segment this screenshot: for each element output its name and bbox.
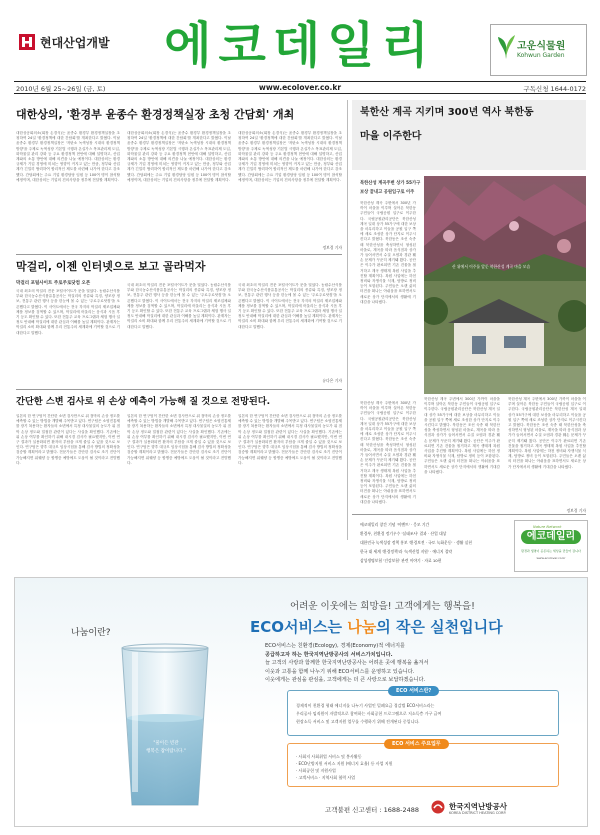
right-ad-sub: Kohwun Garden bbox=[517, 52, 565, 59]
ecodaily-slogan: 환경과 생명이 공존하는 세상을 만들어 갑니다 bbox=[521, 549, 581, 553]
article4-subhead-1: 북한산성 계곡주변 상가 55가구 bbox=[360, 181, 421, 186]
notice-item[interactable]: 대한민국 녹색성장 정책 홍보 '환경보전 · 국토 녹화운동' · 생활 실천 bbox=[360, 540, 472, 545]
ad-box-1-line2: 우리공사 임직원이 자발적으로 참여하는 사회공헌 프로그램으로 저소득층 가구 급여 bbox=[296, 711, 442, 716]
article3-col1: 일본의 한 연구팀이 간단한 소변 검사만으로 위 점막의 손상 정도를 예측할 수 있는 방법을 개발해 주목받고 있다. 연구팀은 소염진통제를 장기 복용하는 환자들의 소변에서 특정 대사물질의 농도가 위 점막 손상 정도와 밀접한 관련이 있다는 사실을 확인했다. 기존에는 위 손상 여부를 확인하기 위해 내시경 검사가 필요했지만, 이번 연구 결과가 실용화되면 환자의 부담을 크게 줄일 수 있을 것으로 보인다. 연구팀은 향후 대규모 임상시험을 통해 검사 방법의 정확성을 검증할 계획이라고 밝혔다. 전문가들은 간단한 검사로 조기 진단이 가능해지면 위궤양 등 합병증 예방에도 도움이 될 것이라고 전망했다. bbox=[16, 414, 120, 465]
ad-box-2-line4: · 고객서비스 · 지역사회 협력 사업 bbox=[296, 775, 356, 780]
ad-para bbox=[265, 642, 577, 685]
article1-col1: 대한상공회의소(회장 손경식)는 윤종수 환경부 환경정책실장을 초청하여 24일 '환경정책에 대한 간담회'를 개최한다고 밝혔다. 이날 윤종수 환경부 환경정책실장은 '저탄소 녹색성장 시대의 환경정책 방향'을 주제로 녹색성장 기본법 시행과 온실가스 목표관리제 도입, 화학물질 관리 강화 등 주요 환경정책 현안에 대해 설명하고, 산업계와의 소통 방안에 대해 의견을 나눌 예정이다. 대한상의는 환경 규제가 기업 경영에 미치는 영향이 커지고 있는 만큼, 정부와 산업계가 긴밀히 협력하여 합리적인 제도를 마련해 나가야 한다고 강조했다. 간담회에는 주요 기업 환경담당 임원 등 100여 명이 참석할 예정이며, 대한상의는 기업의 건의사항을 정부에 전달할 계획이다. bbox=[16, 131, 120, 182]
article4-byline: 정보경 기자 bbox=[566, 508, 586, 513]
glass-text-2: 행복은 잡이랍니다." bbox=[146, 749, 186, 754]
article2-headline[interactable]: 막걸리, 이젠 인터넷으로 보고 골라먹자 bbox=[16, 260, 206, 273]
article4-col2: 북한산성 계곡 주변에서 300년 가까이 마을을 이루며 살아온 북한동 주민들이 국립공원 입구로 이주한다. 국립공원관리공단은 북한산성 계곡 일대 상가 55가구에 대한 보상을 마무리하고 이들을 공원 입구 쪽에 새로 조성한 상가 단지로 이주시킨다고 밝혔다. 북한동은 조선 숙종 때 북한산성을 축성하면서 형성된 마을로, 계곡을 따라 음식점과 상가가 들어서면서 수질 오염과 경관 훼손 문제가 꾸준히 제기돼 왔다. 공단은 이주가 완료되면 기존 건물을 철거하고 계곡 생태계 복원 사업을 추진할 계획이다. 복원 사업에는 하천 정비와 자생식물 식재, 탐방로 정비 등이 포함된다. 주민들은 오랜 삶의 터전을 떠나는 아쉬움을 표하면서도 새로운 상가 단지에서의 생활에 기대감을 나타냈다. bbox=[424, 397, 500, 474]
ad-box-2-title: ECO 서비스 주요업무 bbox=[384, 739, 449, 749]
ad-headline-1: 어려운 이웃에는 희망을! 고객에게는 행복을! bbox=[290, 601, 475, 612]
ad-company-ko: 한국지역난방공사 bbox=[449, 802, 507, 811]
ad-para-3: 늘 고객의 사랑과 함께한 한국지역난방공사는 어려운 곳에 행복을 옮겨서 bbox=[265, 660, 429, 666]
article2-col2: 국내 최초의 막걸리 전문 포털사이트가 문을 열었다. 농림수산식품부와 한국농수산식품유통공사는 막걸리의 종류와 특징, 양조장 정보, 전통주 관련 행사 등을 한눈에 볼 수 있는 '주로주로닷컴'을 오픈했다고 밝혔다. 이 사이트에서는 전국 각지의 막걸리 제조업체와 제품 정보를 검색할 수 있으며, 막걸리에 어울리는 음식과 시음 후기 등도 확인할 수 있다. 또한 전통주 교육 프로그램과 체험 행사 일정도 안내해 막걸리에 대한 관심과 이해를 높일 계획이다. 관계자는 막걸리 소비 확대와 함께 우리 전통주의 세계화에 기여할 것으로 기대한다고 말했다. bbox=[127, 283, 231, 329]
right-ad[interactable] bbox=[490, 24, 587, 76]
article1-headline[interactable]: 대한상의, '환경부 윤종수 환경정책실장 초청 간담회' 개최 bbox=[16, 108, 295, 121]
ad-box-1-line3: 현장소득 서비스 및 고객지원 업무를 수행하기 위해 전개된다 중입니다. bbox=[296, 719, 420, 724]
article2-col1: 국내 최초의 막걸리 전문 포털사이트가 문을 열었다. 농림수산식품부와 한국농수산식품유통공사는 막걸리의 종류와 특징, 양조장 정보, 전통주 관련 행사 등을 한눈에 볼 수 있는 '주로주로닷컴'을 오픈했다고 밝혔다. 이 사이트에서는 전국 각지의 막걸리 제조업체와 제품 정보를 검색할 수 있으며, 막걸리에 어울리는 음식과 시음 후기 등도 확인할 수 있다. 또한 전통주 교육 프로그램과 체험 행사 일정도 안내해 막걸리에 대한 관심과 이해를 높일 계획이다. 관계자는 막걸리 소비 확대와 함께 우리 전통주의 세계화에 기여할 것으로 기대한다고 말했다. bbox=[16, 289, 120, 335]
garden-leaf-icon bbox=[495, 31, 517, 61]
ad-box-2-line1: · 사회저 사회취업 서비스 및 봉사활동 bbox=[296, 754, 362, 759]
article4-headline-2[interactable]: 마을 이주한다 bbox=[360, 131, 422, 142]
ad-box-1-title: ECO 서비스란? bbox=[388, 686, 439, 696]
ad-box-1-line1: 경제적이 친환경 형태 에너지를 나누기 사업인 밀폐요금 경감법 ECO서비스라는 bbox=[296, 703, 435, 708]
notice-item[interactable]: 삼성생명보험 '건강보험' 관련 이야기 · 자료 10편 bbox=[360, 558, 442, 563]
ad-box-2 bbox=[287, 743, 559, 787]
ad-box-1 bbox=[287, 690, 559, 736]
photo-caption: 산 위에서 이주를 앞둔 북한산성 계곡 마을 모습 bbox=[452, 264, 531, 269]
ad-headline-prefix: ECO서비스는 bbox=[250, 618, 348, 636]
ad-company-en: KOREA DISTRICT HEATING CORP. bbox=[449, 811, 507, 815]
article1-col2: 대한상공회의소(회장 손경식)는 윤종수 환경부 환경정책실장을 초청하여 24일 '환경정책에 대한 간담회'를 개최한다고 밝혔다. 이날 윤종수 환경부 환경정책실장은 '저탄소 녹색성장 시대의 환경정책 방향'을 주제로 녹색성장 기본법 시행과 온실가스 목표관리제 도입, 화학물질 관리 강화 등 주요 환경정책 현안에 대해 설명하고, 산업계와의 소통 방안에 대해 의견을 나눌 예정이다. 대한상의는 환경 규제가 기업 경영에 미치는 영향이 커지고 있는 만큼, 정부와 산업계가 긴밀히 협력하여 합리적인 제도를 마련해 나가야 한다고 강조했다. 간담회에는 주요 기업 환경담당 임원 등 100여 명이 참석할 예정이며, 대한상의는 기업의 건의사항을 정부에 전달할 계획이다. bbox=[127, 131, 231, 182]
article3-col3: 일본의 한 연구팀이 간단한 소변 검사만으로 위 점막의 손상 정도를 예측할 수 있는 방법을 개발해 주목받고 있다. 연구팀은 소염진통제를 장기 복용하는 환자들의 소변에서 특정 대사물질의 농도가 위 점막 손상 정도와 밀접한 관련이 있다는 사실을 확인했다. 기존에는 위 손상 여부를 확인하기 위해 내시경 검사가 필요했지만, 이번 연구 결과가 실용화되면 환자의 부담을 크게 줄일 수 있을 것으로 보인다. 연구팀은 향후 대규모 임상시험을 통해 검사 방법의 정확성을 검증할 계획이라고 밝혔다. 전문가들은 간단한 검사로 조기 진단이 가능해지면 위궤양 등 합병증 예방에도 도움이 될 것이라고 전망했다. bbox=[238, 414, 342, 465]
ad-headline-suffix: 의 작은 실천입니다 bbox=[376, 618, 503, 636]
ecodaily-url: www.ecolover.co.kr bbox=[536, 556, 566, 560]
article1-byline: 정보경 기자 bbox=[322, 245, 342, 250]
ad-headline-2 bbox=[250, 616, 503, 637]
ad-box-2-line3: · 사회공헌 및 지원사업 bbox=[296, 768, 336, 773]
masthead bbox=[0, 0, 600, 100]
left-ad[interactable] bbox=[18, 31, 128, 53]
notice-item[interactable]: 한국 대 세계 '환경정책'과 '녹색산업 지원' · 에너지 절약 bbox=[360, 549, 453, 554]
article4-col3: 북한산성 계곡 주변에서 300년 가까이 마을을 이루며 살아온 북한동 주민들이 국립공원 입구로 이주한다. 국립공원관리공단은 북한산성 계곡 일대 상가 55가구에 대한 보상을 마무리하고 이들을 공원 입구 쪽에 새로 조성한 상가 단지로 이주시킨다고 밝혔다. 북한동은 조선 숙종 때 북한산성을 축성하면서 형성된 마을로, 계곡을 따라 음식점과 상가가 들어서면서 수질 오염과 경관 훼손 문제가 꾸준히 제기돼 왔다. 공단은 이주가 완료되면 기존 건물을 철거하고 계곡 생태계 복원 사업을 추진할 계획이다. 복원 사업에는 하천 정비와 자생식물 식재, 탐방로 정비 등이 포함된다. 주민들은 오랜 삶의 터전을 떠나는 아쉬움을 표하면서도 새로운 상가 단지에서의 생활에 기대감을 나타냈다. bbox=[508, 397, 586, 469]
article2-col3: 국내 최초의 막걸리 전문 포털사이트가 문을 열었다. 농림수산식품부와 한국농수산식품유통공사는 막걸리의 종류와 특징, 양조장 정보, 전통주 관련 행사 등을 한눈에 볼 수 있는 '주로주로닷컴'을 오픈했다고 밝혔다. 이 사이트에서는 전국 각지의 막걸리 제조업체와 제품 정보를 검색할 수 있으며, 막걸리에 어울리는 음식과 시음 후기 등도 확인할 수 있다. 또한 전통주 교육 프로그램과 체험 행사 일정도 안내해 막걸리에 대한 관심과 이해를 높일 계획이다. 관계자는 막걸리 소비 확대와 함께 우리 전통주의 세계화에 기여할 것으로 기대한다고 말했다. bbox=[238, 283, 342, 329]
ad-para-5: 이웃에게는 관심을 관심을, 고객에게는 더 큰 사랑으로 보답하겠습니다. bbox=[265, 677, 426, 683]
kdhc-logo-icon bbox=[431, 800, 445, 814]
ecodaily-box[interactable] bbox=[514, 520, 588, 572]
right-ad-name: 고운식물원 bbox=[517, 41, 566, 52]
article4-subhead-2: 보상 끝내고 공원입구로 이주 bbox=[360, 190, 415, 195]
water-glass-icon bbox=[110, 640, 220, 815]
article1-col3: 대한상공회의소(회장 손경식)는 윤종수 환경부 환경정책실장을 초청하여 24일 '환경정책에 대한 간담회'를 개최한다고 밝혔다. 이날 윤종수 환경부 환경정책실장은 '저탄소 녹색성장 시대의 환경정책 방향'을 주제로 녹색성장 기본법 시행과 온실가스 목표관리제 도입, 화학물질 관리 강화 등 주요 환경정책 현안에 대해 설명하고, 산업계와의 소통 방안에 대해 의견을 나눌 예정이다. 대한상의는 환경 규제가 기업 경영에 미치는 영향이 커지고 있는 만큼, 정부와 산업계가 긴밀히 협력하여 합리적인 제도를 마련해 나가야 한다고 강조했다. 간담회에는 주요 기업 환경담당 임원 등 100여 명이 참석할 예정이며, 대한상의는 기업의 건의사항을 정부에 전달할 계획이다. bbox=[238, 131, 342, 182]
left-ad-label: 현대산업개발 bbox=[40, 35, 110, 50]
ad-headline-highlight: 나눔 bbox=[347, 618, 377, 636]
ecodaily-tag: Nature Network bbox=[533, 525, 562, 529]
ad-para-4: 이웃과 고통을 함께 나누기 위해 ECO서비스를 운영하고 있습니다. bbox=[265, 668, 415, 675]
article4-photo[interactable] bbox=[424, 176, 586, 394]
notice-item[interactable]: 환경부, 친환경 정기우수 '실태조사' 결과 · 산업 대상 bbox=[360, 531, 447, 536]
article2-byline: 유다은 기자 bbox=[322, 378, 342, 383]
article4-col1: 북한산성 계곡 주변에서 300년 가까이 마을을 이루며 살아온 북한동 주민들이 국립공원 입구로 이주한다. 국립공원관리공단은 북한산성 계곡 일대 상가 55가구에 대한 보상을 마무리하고 이들을 공원 입구 쪽에 새로 조성한 상가 단지로 이주시킨다고 밝혔다. 북한동은 조선 숙종 때 북한산성을 축성하면서 형성된 마을로, 계곡을 따라 음식점과 상가가 들어서면서 수질 오염과 경관 훼손 문제가 꾸준히 제기돼 왔다. 공단은 이주가 완료되면 기존 건물을 철거하고 계곡 생태계 복원 사업을 추진할 계획이다. 복원 사업에는 하천 정비와 자생식물 식재, 탐방로 정비 등이 포함된다. 주민들은 오랜 삶의 터전을 떠나는 아쉬움을 표하면서도 새로운 상가 단지에서의 생활에 기대감을 나타냈다. bbox=[360, 401, 416, 504]
ad-box-2-line2: · ECO난방지원 서비스 지원 (에너지 효율) 등 사업 지원 bbox=[296, 761, 393, 766]
glass-text-1: "물이든 빈잔 bbox=[153, 741, 179, 746]
ad-para-1: ECO서비스는 친환경(Ecology), 경제(Economy)적 에너지를 bbox=[265, 643, 405, 649]
site-url[interactable]: www.ecolover.co.kr bbox=[258, 83, 342, 92]
notice-item[interactable]: 에코데일리 창간 기념 '이벤트' · 응모 기간 bbox=[360, 522, 430, 527]
notice-list bbox=[360, 520, 510, 565]
ecodaily-logo: 에코데일리 bbox=[521, 530, 581, 544]
article3-headline[interactable]: 간단한 스변 검사로 위 손상 예측이 가능해 질 것으로 전망된다. bbox=[16, 396, 271, 407]
ad-para-2: 공급하고자 하는 한국지역난방공사의 서비스가치입니다. bbox=[265, 651, 393, 658]
masthead-title: 에코데일리 bbox=[164, 17, 436, 74]
article2-subhead: 막걸리 포털사이트 주로주로닷컴 오픈 bbox=[16, 281, 91, 286]
article4-body-top: 북한산성 계곡 주변에서 300년 가까이 마을을 이루며 살아온 북한동 주민들이 국립공원 입구로 이주한다. 국립공원관리공단은 북한산성 계곡 일대 상가 55가구에 대한 보상을 마무리하고 이들을 공원 입구 쪽에 새로 조성한 상가 단지로 이주시킨다고 밝혔다. 북한동은 조선 숙종 때 북한산성을 축성하면서 형성된 마을로, 계곡을 따라 음식점과 상가가 들어서면서 수질 오염과 경관 훼손 문제가 꾸준히 제기돼 왔다. 공단은 이주가 완료되면 기존 건물을 철거하고 계곡 생태계 복원 사업을 추진할 계획이다. 복원 사업에는 하천 정비와 자생식물 식재, 탐방로 정비 등이 포함된다. 주민들은 오랜 삶의 터전을 떠나는 아쉬움을 표하면서도 새로운 상가 단지에서의 생활에 기대감을 나타냈다. bbox=[360, 201, 416, 304]
village-building-photo bbox=[424, 281, 586, 394]
ad-phone[interactable]: 고객불편 신고센터 : 1688-2488 bbox=[325, 806, 420, 814]
article4-headline-1[interactable]: 북한산 계곡 지키며 300년 역사 북한동 bbox=[360, 107, 534, 118]
bottom-ad[interactable] bbox=[14, 577, 588, 827]
article3-col2: 일본의 한 연구팀이 간단한 소변 검사만으로 위 점막의 손상 정도를 예측할 수 있는 방법을 개발해 주목받고 있다. 연구팀은 소염진통제를 장기 복용하는 환자들의 소변에서 특정 대사물질의 농도가 위 점막 손상 정도와 밀접한 관련이 있다는 사실을 확인했다. 기존에는 위 손상 여부를 확인하기 위해 내시경 검사가 필요했지만, 이번 연구 결과가 실용화되면 환자의 부담을 크게 줄일 수 있을 것으로 보인다. 연구팀은 향후 대규모 임상시험을 통해 검사 방법의 정확성을 검증할 계획이라고 밝혔다. 전문가들은 간단한 검사로 조기 진단이 가능해지면 위궤양 등 합병증 예방에도 도움이 될 것이라고 전망했다. bbox=[127, 414, 231, 465]
hyundai-logo-icon bbox=[18, 33, 36, 51]
issue-date: 2010년 6월 25~26일 (금, 토) bbox=[16, 85, 106, 93]
ad-question: 나눔이란? bbox=[71, 628, 111, 638]
subscription-info: 구독신청 1644-0172 bbox=[523, 85, 586, 93]
